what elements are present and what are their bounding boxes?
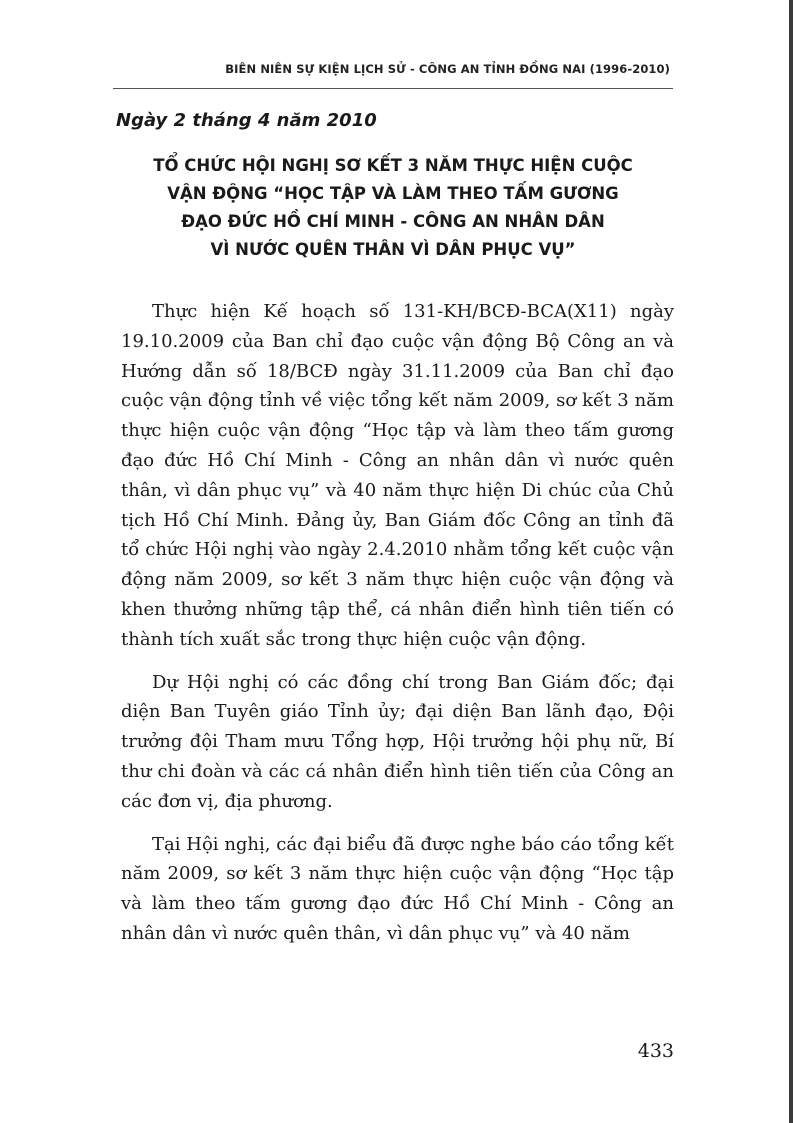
title-line: ĐẠO ĐỨC HỒ CHÍ MINH - CÔNG AN NHÂN DÂN <box>181 212 605 231</box>
header-rule <box>113 88 673 89</box>
paragraph: Dự Hội nghị có các đồng chí trong Ban Giám đốc; đại diện Ban Tuyên giáo Tỉnh ủy; đại diện Ban lãnh đạo, Đội trưởng đội Tham mưu Tổng hợp, Hội trưởng hội phụ nữ, Bí thư chi đoàn và các cá nhân điển hình tiên tiến của Công an các đơn vị, địa phương. <box>121 671 674 812</box>
running-header: BIÊN NIÊN SỰ KIỆN LỊCH SỬ - CÔNG AN TỈNH ĐỒNG NAI (1996-2010) <box>225 62 670 76</box>
scan-edge <box>789 0 793 1123</box>
paragraph: Thực hiện Kế hoạch số 131-KH/BCĐ-BCA(X11) ngày 19.10.2009 của Ban chỉ đạo cuộc vận động Bộ Công an và Hướng dẫn số 18/BCĐ ngày 31.11.2009 của Ban chỉ đạo cuộc vận động tỉnh về việc tổng kết năm 2009, sơ kết 3 năm thực hiện cuộc vận động “Học tập và làm theo tấm gương đạo đức Hồ Chí Minh - Công an nhân dân vì nước quên thân, vì dân phục vụ” và 40 năm thực hiện Di chúc của Chủ tịch Hồ Chí Minh. Đảng ủy, Ban Giám đốc Công an tỉnh đã tổ chức Hội nghị vào ngày 2.4.2010 nhằm tổng kết cuộc vận động năm 2009, sơ kết 3 năm thực hiện cuộc vận động và khen thưởng những tập thể, cá nhân điển hình tiên tiến có thành tích xuất sắc trong thực hiện cuộc vận động. <box>121 301 674 650</box>
paragraph: Tại Hội nghị, các đại biểu đã được nghe báo cáo tổng kết năm 2009, sơ kết 3 năm thực hiện cuộc vận động “Học tập và làm theo tấm gương đạo đức Hồ Chí Minh - Công an nhân dân vì nước quên thân, vì dân phục vụ” và 40 năm <box>121 833 674 944</box>
page-number: 433 <box>637 1040 674 1062</box>
title-line: VẬN ĐỘNG “HỌC TẬP VÀ LÀM THEO TẤM GƯƠNG <box>167 184 619 203</box>
entry-title <box>113 152 673 264</box>
title-line: TỔ CHỨC HỘI NGHỊ SƠ KẾT 3 NĂM THỰC HIỆN CUỘC <box>153 156 633 175</box>
entry-date: Ngày 2 tháng 4 năm 2010 <box>116 110 377 131</box>
body-text <box>121 297 674 962</box>
title-line: VÌ NƯỚC QUÊN THÂN VÌ DÂN PHỤC VỤ” <box>210 240 576 259</box>
